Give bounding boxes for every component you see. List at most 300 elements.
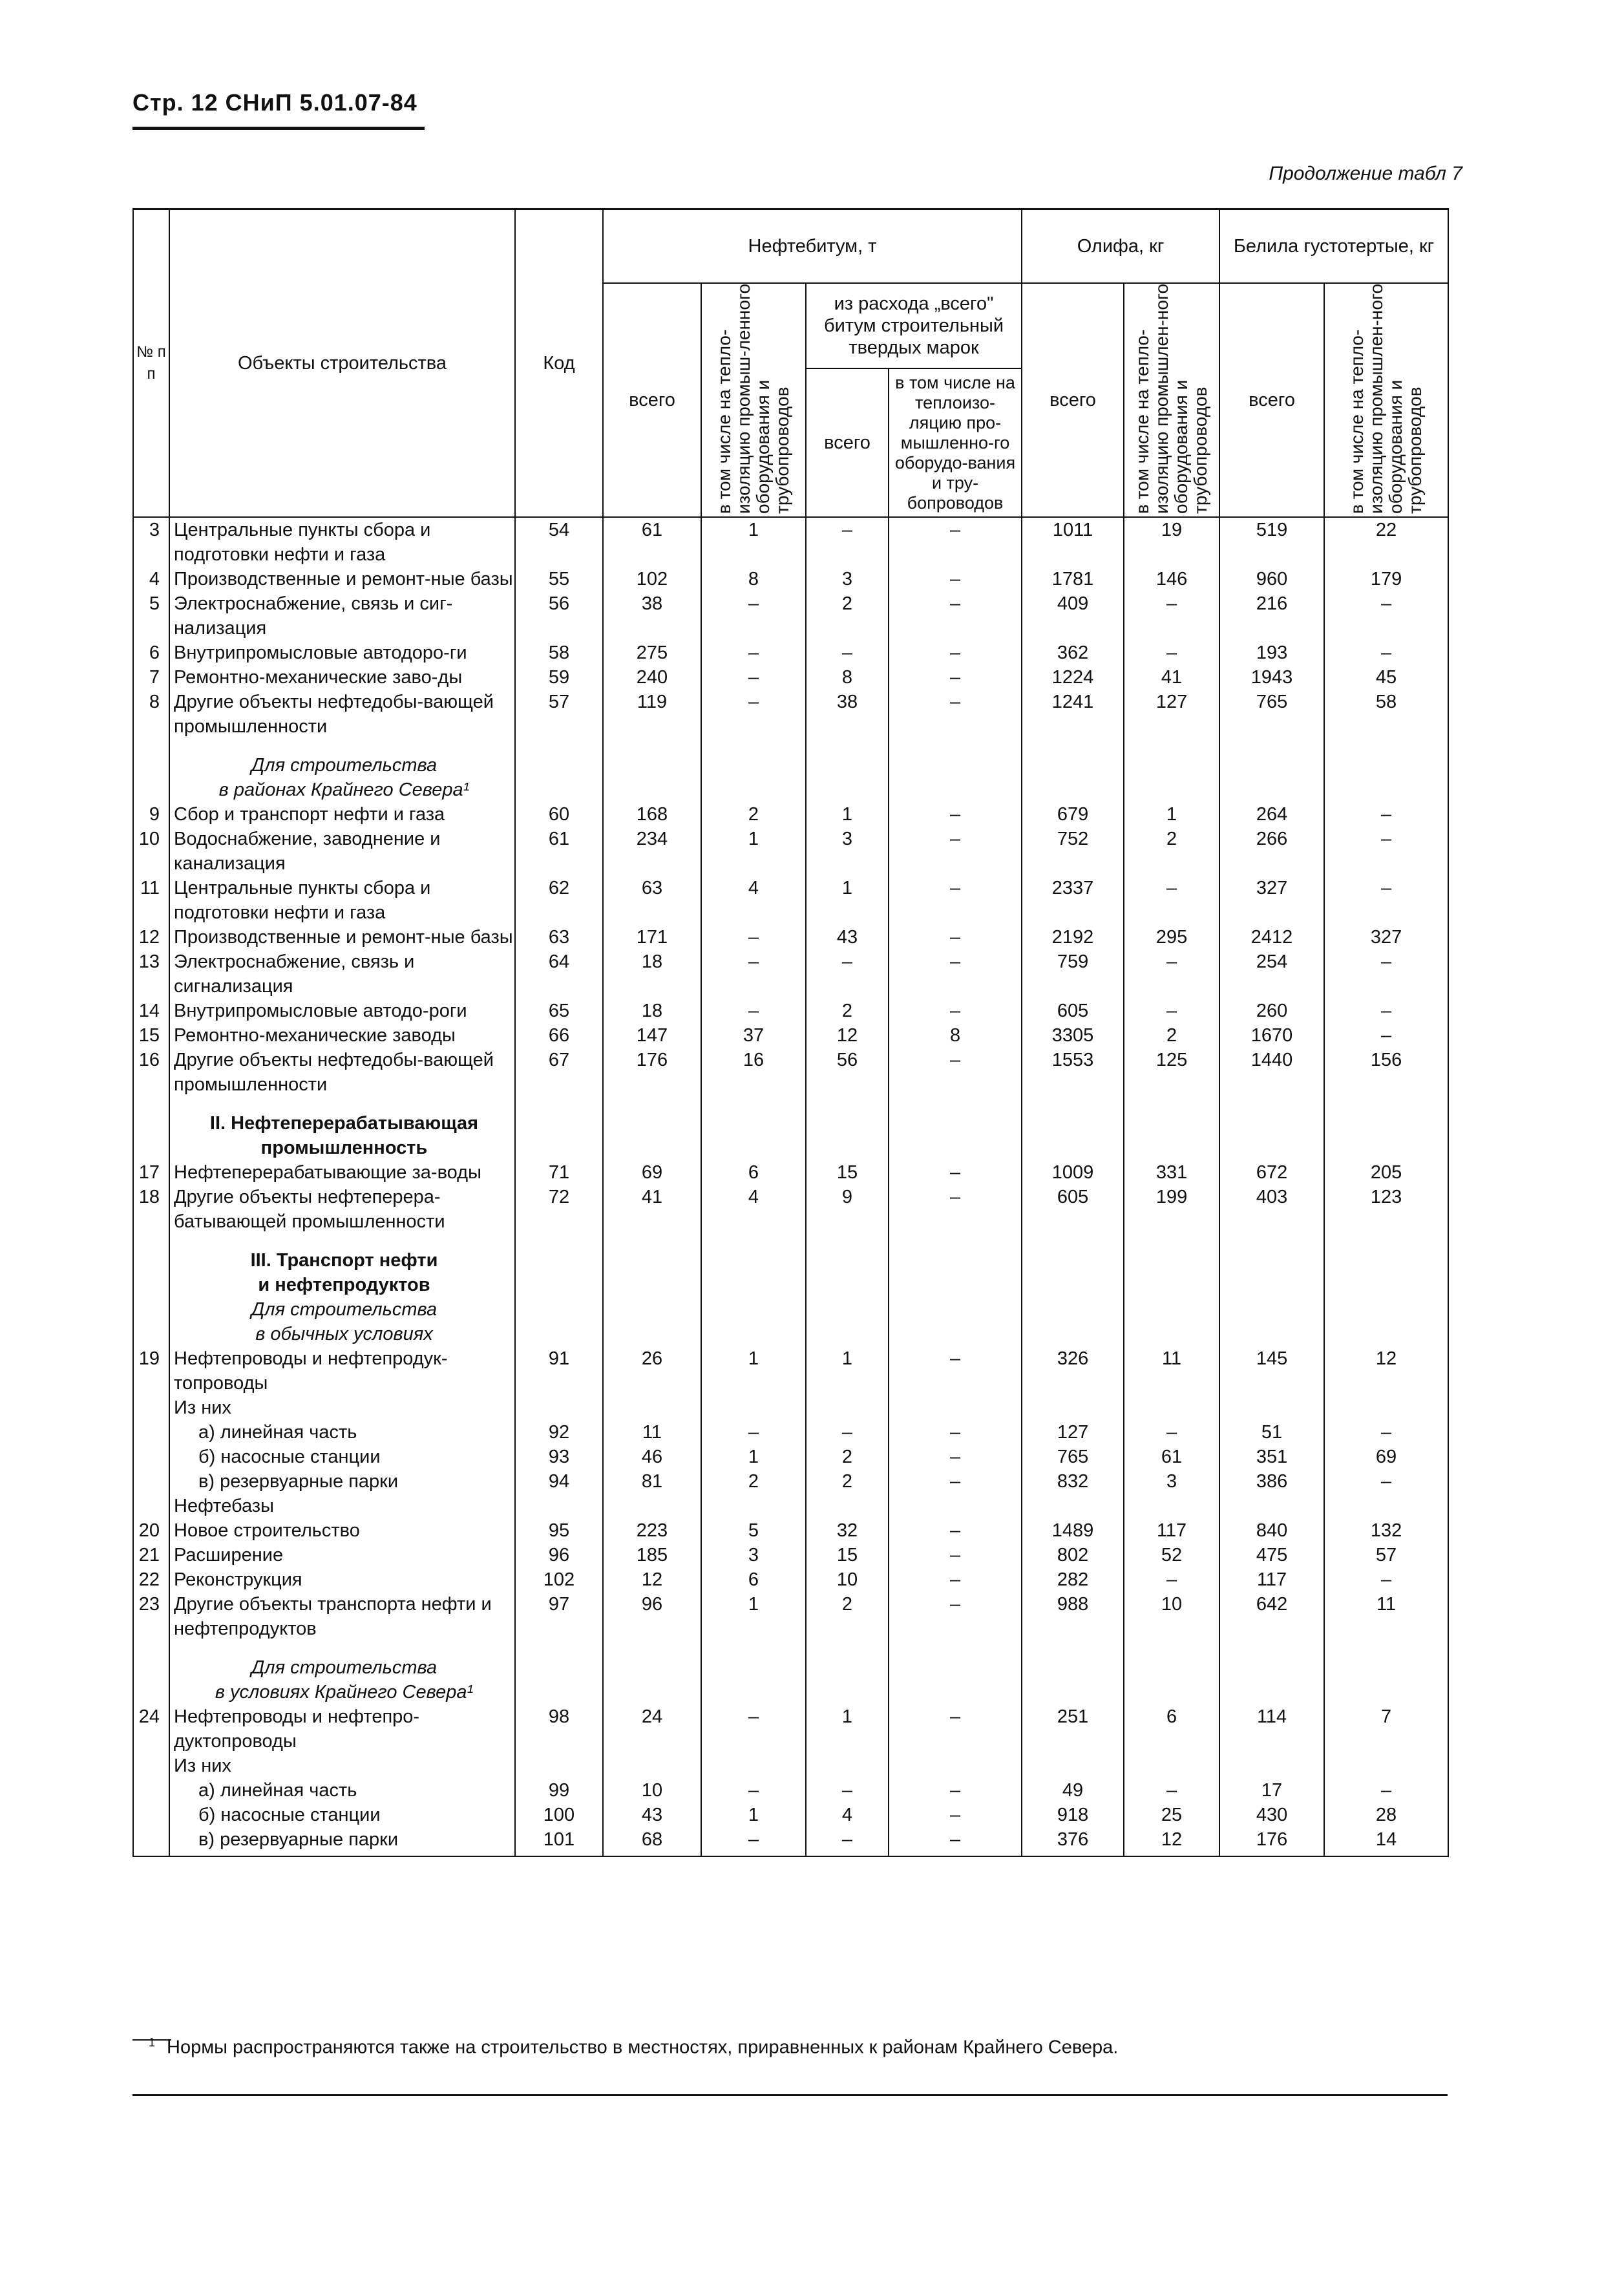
hard-bitumen-insul-cell: – bbox=[889, 950, 1022, 999]
section-heading-row bbox=[133, 1234, 1448, 1297]
object-code: 93 bbox=[515, 1445, 603, 1469]
olifa-total-cell: 605 bbox=[1022, 1185, 1124, 1234]
object-name: Ремонтно-механические заводы bbox=[169, 1023, 515, 1048]
object-code: 92 bbox=[515, 1420, 603, 1445]
value-cell bbox=[1219, 1097, 1324, 1160]
object-name: Реконструкция bbox=[169, 1567, 515, 1592]
belila-total-cell: 114 bbox=[1219, 1704, 1324, 1754]
col-hard-insul-header: в том числе на теплоизо-ляцию про-мышленно-го оборудо-вания и тру-бопроводов bbox=[889, 368, 1022, 517]
hard-bitumen-total-cell bbox=[806, 1754, 889, 1778]
footnote-text: Нормы распространяются также на строительство в местностях, приравненных к районам Крайнего Севера. bbox=[167, 2037, 1119, 2058]
olifa-total-cell: 918 bbox=[1022, 1803, 1124, 1827]
hard-bitumen-insul-cell: – bbox=[889, 1185, 1022, 1234]
belila-total-cell: 327 bbox=[1219, 876, 1324, 925]
belila-insul-cell: 14 bbox=[1324, 1827, 1448, 1856]
col-olifa-insul-header bbox=[1124, 283, 1219, 517]
olifa-insul-label: в том числе на тепло-изоляцию промышлен-ного оборудования и трубопроводов bbox=[1132, 283, 1211, 514]
hard-bitumen-total-cell bbox=[806, 1494, 889, 1518]
value-cell bbox=[1219, 739, 1324, 802]
section-heading bbox=[169, 1097, 515, 1160]
olifa-total-cell bbox=[1022, 1754, 1124, 1778]
object-name: Новое строительство bbox=[169, 1518, 515, 1543]
olifa-insul-cell: 127 bbox=[1124, 690, 1219, 739]
object-name: а) линейная часть bbox=[169, 1420, 515, 1445]
value-cell bbox=[1022, 1297, 1124, 1346]
value-cell bbox=[1124, 1297, 1219, 1346]
value-cell bbox=[701, 1297, 806, 1346]
section-heading-line: в условиях Крайнего Севера¹ bbox=[215, 1682, 474, 1703]
hard-bitumen-total-cell: 2 bbox=[806, 1445, 889, 1469]
olifa-total-cell: 49 bbox=[1022, 1778, 1124, 1803]
value-cell bbox=[515, 739, 603, 802]
object-name: Центральные пункты сбора и подготовки нефти и газа bbox=[169, 517, 515, 567]
row-number bbox=[133, 1494, 169, 1518]
hard-bitumen-insul-cell: – bbox=[889, 1803, 1022, 1827]
object-code: 60 bbox=[515, 802, 603, 827]
belila-insul-cell: – bbox=[1324, 1420, 1448, 1445]
belila-total-cell: 475 bbox=[1219, 1543, 1324, 1567]
neftebitum-insul-cell: 2 bbox=[701, 1469, 806, 1494]
section-heading-row bbox=[133, 1097, 1448, 1160]
table-row bbox=[133, 802, 1448, 827]
row-number: 20 bbox=[133, 1518, 169, 1543]
value-cell bbox=[889, 739, 1022, 802]
object-code: 98 bbox=[515, 1704, 603, 1754]
hard-bitumen-total-cell: 1 bbox=[806, 1346, 889, 1395]
value-cell bbox=[1124, 739, 1219, 802]
value-cell bbox=[1219, 1641, 1324, 1704]
number-cell bbox=[133, 1097, 169, 1160]
object-name: Электроснабжение, связь и сигнализация bbox=[169, 950, 515, 999]
neftebitum-total-cell: 18 bbox=[603, 999, 701, 1023]
olifa-insul-cell: 199 bbox=[1124, 1185, 1219, 1234]
olifa-total-cell: 2337 bbox=[1022, 876, 1124, 925]
neftebitum-total-cell: 171 bbox=[603, 925, 701, 950]
neftebitum-insul-cell: 16 bbox=[701, 1048, 806, 1097]
section-heading-line: Для строительства bbox=[251, 755, 438, 776]
object-name: Производственные и ремонт-ные базы bbox=[169, 567, 515, 591]
belila-insul-cell: 58 bbox=[1324, 690, 1448, 739]
object-name: Другие объекты транспорта нефти и нефтепродуктов bbox=[169, 1592, 515, 1641]
value-cell bbox=[1022, 1641, 1124, 1704]
section-heading bbox=[169, 1297, 515, 1346]
table-row bbox=[133, 1754, 1448, 1778]
belila-insul-label: в том числе на тепло-изоляцию промышлен-ного оборудования и трубопроводов bbox=[1347, 283, 1426, 514]
belila-insul-cell: – bbox=[1324, 1023, 1448, 1048]
olifa-insul-cell: 11 bbox=[1124, 1346, 1219, 1395]
row-number: 22 bbox=[133, 1567, 169, 1592]
object-name: Нефтепроводы и нефтепродук-топроводы bbox=[169, 1346, 515, 1395]
row-number bbox=[133, 1445, 169, 1469]
hard-bitumen-insul-cell: – bbox=[889, 517, 1022, 567]
olifa-total-cell: 127 bbox=[1022, 1420, 1124, 1445]
neftebitum-total-cell: 68 bbox=[603, 1827, 701, 1856]
olifa-total-cell bbox=[1022, 1494, 1124, 1518]
belila-insul-cell bbox=[1324, 1754, 1448, 1778]
row-number: 8 bbox=[133, 690, 169, 739]
olifa-insul-cell: 3 bbox=[1124, 1469, 1219, 1494]
table-row bbox=[133, 1704, 1448, 1754]
belila-total-cell: 17 bbox=[1219, 1778, 1324, 1803]
neftebitum-insul-cell: 5 bbox=[701, 1518, 806, 1543]
hard-bitumen-total-cell: 10 bbox=[806, 1567, 889, 1592]
hard-bitumen-total-cell: 1 bbox=[806, 802, 889, 827]
hard-bitumen-total-cell: 2 bbox=[806, 591, 889, 641]
object-code: 54 bbox=[515, 517, 603, 567]
olifa-insul-cell: – bbox=[1124, 950, 1219, 999]
footnote bbox=[149, 2036, 1118, 2059]
olifa-insul-cell bbox=[1124, 1395, 1219, 1420]
table-row bbox=[133, 1445, 1448, 1469]
row-number bbox=[133, 1778, 169, 1803]
row-number bbox=[133, 1420, 169, 1445]
col-belila-total-header: всего bbox=[1219, 283, 1324, 517]
table-row bbox=[133, 1827, 1448, 1856]
section-heading-row bbox=[133, 1641, 1448, 1704]
row-number: 5 bbox=[133, 591, 169, 641]
neftebitum-insul-cell: – bbox=[701, 1420, 806, 1445]
neftebitum-insul-cell: 2 bbox=[701, 802, 806, 827]
object-name: в) резервуарные парки bbox=[169, 1827, 515, 1856]
hard-bitumen-insul-cell: – bbox=[889, 876, 1022, 925]
neftebitum-insul-cell: 1 bbox=[701, 1346, 806, 1395]
hard-bitumen-total-cell: 12 bbox=[806, 1023, 889, 1048]
value-cell bbox=[515, 1097, 603, 1160]
table-row bbox=[133, 925, 1448, 950]
value-cell bbox=[1022, 1097, 1124, 1160]
table-row bbox=[133, 827, 1448, 876]
hard-bitumen-insul-cell: – bbox=[889, 1778, 1022, 1803]
value-cell bbox=[1324, 1297, 1448, 1346]
neftebitum-total-cell: 26 bbox=[603, 1346, 701, 1395]
hard-bitumen-total-cell: 32 bbox=[806, 1518, 889, 1543]
neftebitum-total-cell bbox=[603, 1494, 701, 1518]
value-cell bbox=[603, 1641, 701, 1704]
olifa-total-cell: 1241 bbox=[1022, 690, 1124, 739]
olifa-insul-cell bbox=[1124, 1754, 1219, 1778]
object-name: Из них bbox=[169, 1754, 515, 1778]
hard-bitumen-insul-cell: – bbox=[889, 690, 1022, 739]
hard-bitumen-insul-cell: – bbox=[889, 1592, 1022, 1641]
olifa-total-cell: 3305 bbox=[1022, 1023, 1124, 1048]
belila-total-cell: 117 bbox=[1219, 1567, 1324, 1592]
hard-bitumen-total-cell: 4 bbox=[806, 1803, 889, 1827]
row-number: 13 bbox=[133, 950, 169, 999]
belila-total-cell bbox=[1219, 1754, 1324, 1778]
value-cell bbox=[603, 1297, 701, 1346]
hard-bitumen-insul-cell: – bbox=[889, 665, 1022, 690]
object-code: 97 bbox=[515, 1592, 603, 1641]
belila-total-cell: 351 bbox=[1219, 1445, 1324, 1469]
col-neftebitum-insul-header bbox=[701, 283, 806, 517]
olifa-total-cell: 326 bbox=[1022, 1346, 1124, 1395]
table-continuation-label: Продолжение табл 7 bbox=[1269, 163, 1462, 184]
hard-bitumen-total-cell: 15 bbox=[806, 1543, 889, 1567]
neftebitum-insul-cell: – bbox=[701, 591, 806, 641]
row-number: 16 bbox=[133, 1048, 169, 1097]
hard-bitumen-total-cell: 1 bbox=[806, 876, 889, 925]
olifa-insul-cell: 25 bbox=[1124, 1803, 1219, 1827]
row-number: 3 bbox=[133, 517, 169, 567]
belila-insul-cell: – bbox=[1324, 591, 1448, 641]
hard-bitumen-insul-cell: 8 bbox=[889, 1023, 1022, 1048]
belila-insul-cell: 11 bbox=[1324, 1592, 1448, 1641]
object-code: 91 bbox=[515, 1346, 603, 1395]
object-code bbox=[515, 1754, 603, 1778]
belila-total-cell: 264 bbox=[1219, 802, 1324, 827]
object-name: б) насосные станции bbox=[169, 1803, 515, 1827]
value-cell bbox=[515, 1297, 603, 1346]
hard-bitumen-total-cell: – bbox=[806, 1420, 889, 1445]
value-cell bbox=[1219, 1297, 1324, 1346]
belila-total-cell: 1670 bbox=[1219, 1023, 1324, 1048]
hard-bitumen-total-cell: 56 bbox=[806, 1048, 889, 1097]
object-code: 96 bbox=[515, 1543, 603, 1567]
olifa-total-cell: 2192 bbox=[1022, 925, 1124, 950]
olifa-insul-cell: 41 bbox=[1124, 665, 1219, 690]
value-cell bbox=[701, 739, 806, 802]
col-hard-bitumen-header: из расхода „всего" битум строительный твердых марок bbox=[806, 283, 1022, 368]
neftebitum-insul-cell: 8 bbox=[701, 567, 806, 591]
object-code: 59 bbox=[515, 665, 603, 690]
object-code: 95 bbox=[515, 1518, 603, 1543]
olifa-insul-cell bbox=[1124, 1494, 1219, 1518]
value-cell bbox=[806, 1297, 889, 1346]
belila-insul-cell: 57 bbox=[1324, 1543, 1448, 1567]
section-heading-row bbox=[133, 1297, 1448, 1346]
belila-total-cell: 840 bbox=[1219, 1518, 1324, 1543]
object-name: Сбор и транспорт нефти и газа bbox=[169, 802, 515, 827]
value-cell bbox=[1324, 1234, 1448, 1297]
neftebitum-total-cell: 38 bbox=[603, 591, 701, 641]
table-row bbox=[133, 690, 1448, 739]
olifa-total-cell: 1009 bbox=[1022, 1160, 1124, 1185]
value-cell bbox=[806, 1234, 889, 1297]
belila-insul-cell: – bbox=[1324, 827, 1448, 876]
object-name: Внутрипромысловые автодо-роги bbox=[169, 999, 515, 1023]
neftebitum-total-cell: 147 bbox=[603, 1023, 701, 1048]
table-row bbox=[133, 1420, 1448, 1445]
neftebitum-insul-cell: – bbox=[701, 925, 806, 950]
col-olifa-header: Олифа, кг bbox=[1022, 209, 1219, 284]
row-number bbox=[133, 1754, 169, 1778]
neftebitum-insul-cell: 37 bbox=[701, 1023, 806, 1048]
belila-insul-cell: – bbox=[1324, 1469, 1448, 1494]
neftebitum-insul-cell: – bbox=[701, 690, 806, 739]
value-cell bbox=[889, 1297, 1022, 1346]
belila-insul-cell: 45 bbox=[1324, 665, 1448, 690]
olifa-total-cell: 752 bbox=[1022, 827, 1124, 876]
value-cell bbox=[603, 1097, 701, 1160]
neftebitum-total-cell: 24 bbox=[603, 1704, 701, 1754]
value-cell bbox=[1324, 1641, 1448, 1704]
object-code: 57 bbox=[515, 690, 603, 739]
olifa-insul-cell: – bbox=[1124, 1420, 1219, 1445]
hard-bitumen-total-cell: 43 bbox=[806, 925, 889, 950]
section-heading-line: III. Транспорт нефти bbox=[250, 1250, 438, 1271]
value-cell bbox=[806, 1641, 889, 1704]
olifa-insul-cell: 295 bbox=[1124, 925, 1219, 950]
neftebitum-insul-cell: 1 bbox=[701, 1803, 806, 1827]
section-heading-line: и нефтепродуктов bbox=[258, 1275, 430, 1295]
neftebitum-insul-cell: 1 bbox=[701, 827, 806, 876]
hard-bitumen-total-cell bbox=[806, 1395, 889, 1420]
table-row bbox=[133, 1048, 1448, 1097]
belila-insul-cell: 156 bbox=[1324, 1048, 1448, 1097]
row-number: 17 bbox=[133, 1160, 169, 1185]
belila-insul-cell: – bbox=[1324, 950, 1448, 999]
header-rule bbox=[132, 127, 425, 130]
hard-bitumen-total-cell: 38 bbox=[806, 690, 889, 739]
hard-bitumen-total-cell: – bbox=[806, 950, 889, 999]
neftebitum-total-cell: 240 bbox=[603, 665, 701, 690]
belila-insul-cell: 12 bbox=[1324, 1346, 1448, 1395]
section-heading-line: в районах Крайнего Севера¹ bbox=[218, 780, 470, 800]
belila-total-cell: 254 bbox=[1219, 950, 1324, 999]
object-code: 100 bbox=[515, 1803, 603, 1827]
table-row bbox=[133, 665, 1448, 690]
table-row bbox=[133, 950, 1448, 999]
olifa-insul-cell: 2 bbox=[1124, 1023, 1219, 1048]
neftebitum-insul-cell: – bbox=[701, 999, 806, 1023]
belila-total-cell: 260 bbox=[1219, 999, 1324, 1023]
object-name: Центральные пункты сбора и подготовки нефти и газа bbox=[169, 876, 515, 925]
object-code: 94 bbox=[515, 1469, 603, 1494]
belila-insul-cell: 179 bbox=[1324, 567, 1448, 591]
number-cell bbox=[133, 1641, 169, 1704]
value-cell bbox=[1219, 1234, 1324, 1297]
row-number bbox=[133, 1803, 169, 1827]
section-heading bbox=[169, 1234, 515, 1297]
hard-bitumen-total-cell: 8 bbox=[806, 665, 889, 690]
object-name: Водоснабжение, заводнение и канализация bbox=[169, 827, 515, 876]
row-number: 21 bbox=[133, 1543, 169, 1567]
row-number bbox=[133, 1395, 169, 1420]
table-row bbox=[133, 1567, 1448, 1592]
object-code: 101 bbox=[515, 1827, 603, 1856]
value-cell bbox=[1124, 1234, 1219, 1297]
table-row bbox=[133, 567, 1448, 591]
neftebitum-insul-cell: – bbox=[701, 950, 806, 999]
belila-insul-cell: – bbox=[1324, 876, 1448, 925]
olifa-insul-cell: 52 bbox=[1124, 1543, 1219, 1567]
hard-bitumen-insul-cell: – bbox=[889, 925, 1022, 950]
olifa-total-cell: 832 bbox=[1022, 1469, 1124, 1494]
olifa-total-cell: 1553 bbox=[1022, 1048, 1124, 1097]
bottom-rule bbox=[132, 2094, 1448, 2096]
section-heading-line: промышленность bbox=[260, 1138, 428, 1158]
olifa-insul-cell: – bbox=[1124, 999, 1219, 1023]
olifa-total-cell: 362 bbox=[1022, 641, 1124, 665]
col-number-header: № п п bbox=[133, 209, 169, 518]
value-cell bbox=[806, 739, 889, 802]
object-name: Другие объекты нефтедобы-вающей промышленности bbox=[169, 1048, 515, 1097]
hard-bitumen-insul-cell: – bbox=[889, 1567, 1022, 1592]
olifa-total-cell: 802 bbox=[1022, 1543, 1124, 1567]
row-number: 11 bbox=[133, 876, 169, 925]
object-code: 61 bbox=[515, 827, 603, 876]
col-objects-header: Объекты строительства bbox=[169, 209, 515, 518]
hard-bitumen-insul-cell: – bbox=[889, 1048, 1022, 1097]
neftebitum-insul-cell: 3 bbox=[701, 1543, 806, 1567]
hard-bitumen-total-cell: – bbox=[806, 517, 889, 567]
neftebitum-insul-cell: 6 bbox=[701, 1567, 806, 1592]
col-code-header: Код bbox=[515, 209, 603, 518]
hard-bitumen-insul-cell: – bbox=[889, 591, 1022, 641]
value-cell bbox=[806, 1097, 889, 1160]
row-number: 23 bbox=[133, 1592, 169, 1641]
object-name: в) резервуарные парки bbox=[169, 1469, 515, 1494]
olifa-insul-cell: – bbox=[1124, 591, 1219, 641]
table-row bbox=[133, 1494, 1448, 1518]
object-name: а) линейная часть bbox=[169, 1778, 515, 1803]
belila-total-cell: 176 bbox=[1219, 1827, 1324, 1856]
value-cell bbox=[515, 1234, 603, 1297]
neftebitum-insul-cell: 4 bbox=[701, 876, 806, 925]
neftebitum-insul-cell: 6 bbox=[701, 1160, 806, 1185]
olifa-total-cell: 679 bbox=[1022, 802, 1124, 827]
table-row bbox=[133, 1592, 1448, 1641]
value-cell bbox=[603, 739, 701, 802]
object-code: 67 bbox=[515, 1048, 603, 1097]
object-name: Внутрипромысловые автодоро-ги bbox=[169, 641, 515, 665]
neftebitum-total-cell bbox=[603, 1754, 701, 1778]
neftebitum-total-cell: 223 bbox=[603, 1518, 701, 1543]
neftebitum-insul-cell bbox=[701, 1754, 806, 1778]
olifa-total-cell: 1011 bbox=[1022, 517, 1124, 567]
belila-insul-cell: 7 bbox=[1324, 1704, 1448, 1754]
hard-bitumen-insul-cell: – bbox=[889, 1346, 1022, 1395]
neftebitum-total-cell: 102 bbox=[603, 567, 701, 591]
olifa-insul-cell: 331 bbox=[1124, 1160, 1219, 1185]
belila-total-cell: 386 bbox=[1219, 1469, 1324, 1494]
number-cell bbox=[133, 1234, 169, 1297]
belila-insul-cell bbox=[1324, 1395, 1448, 1420]
hard-bitumen-insul-cell: – bbox=[889, 1469, 1022, 1494]
row-number: 12 bbox=[133, 925, 169, 950]
belila-insul-cell: – bbox=[1324, 1778, 1448, 1803]
object-code: 63 bbox=[515, 925, 603, 950]
neftebitum-insul-cell: 1 bbox=[701, 1445, 806, 1469]
belila-total-cell: 519 bbox=[1219, 517, 1324, 567]
section-heading-line: в обычных условиях bbox=[255, 1324, 433, 1344]
neftebitum-total-cell: 63 bbox=[603, 876, 701, 925]
belila-total-cell: 1943 bbox=[1219, 665, 1324, 690]
olifa-insul-cell: 61 bbox=[1124, 1445, 1219, 1469]
object-name: Производственные и ремонт-ные базы bbox=[169, 925, 515, 950]
hard-bitumen-total-cell: 1 bbox=[806, 1704, 889, 1754]
olifa-total-cell: 251 bbox=[1022, 1704, 1124, 1754]
row-number: 19 bbox=[133, 1346, 169, 1395]
olifa-insul-cell: 1 bbox=[1124, 802, 1219, 827]
belila-total-cell bbox=[1219, 1494, 1324, 1518]
object-name: б) насосные станции bbox=[169, 1445, 515, 1469]
object-code bbox=[515, 1494, 603, 1518]
olifa-total-cell: 988 bbox=[1022, 1592, 1124, 1641]
belila-total-cell: 642 bbox=[1219, 1592, 1324, 1641]
neftebitum-total-cell: 69 bbox=[603, 1160, 701, 1185]
row-number: 6 bbox=[133, 641, 169, 665]
olifa-total-cell: 282 bbox=[1022, 1567, 1124, 1592]
row-number: 9 bbox=[133, 802, 169, 827]
row-number: 14 bbox=[133, 999, 169, 1023]
row-number: 18 bbox=[133, 1185, 169, 1234]
table-row bbox=[133, 1395, 1448, 1420]
belila-insul-cell: 22 bbox=[1324, 517, 1448, 567]
section-heading bbox=[169, 739, 515, 802]
table-row bbox=[133, 591, 1448, 641]
olifa-insul-cell: – bbox=[1124, 1778, 1219, 1803]
